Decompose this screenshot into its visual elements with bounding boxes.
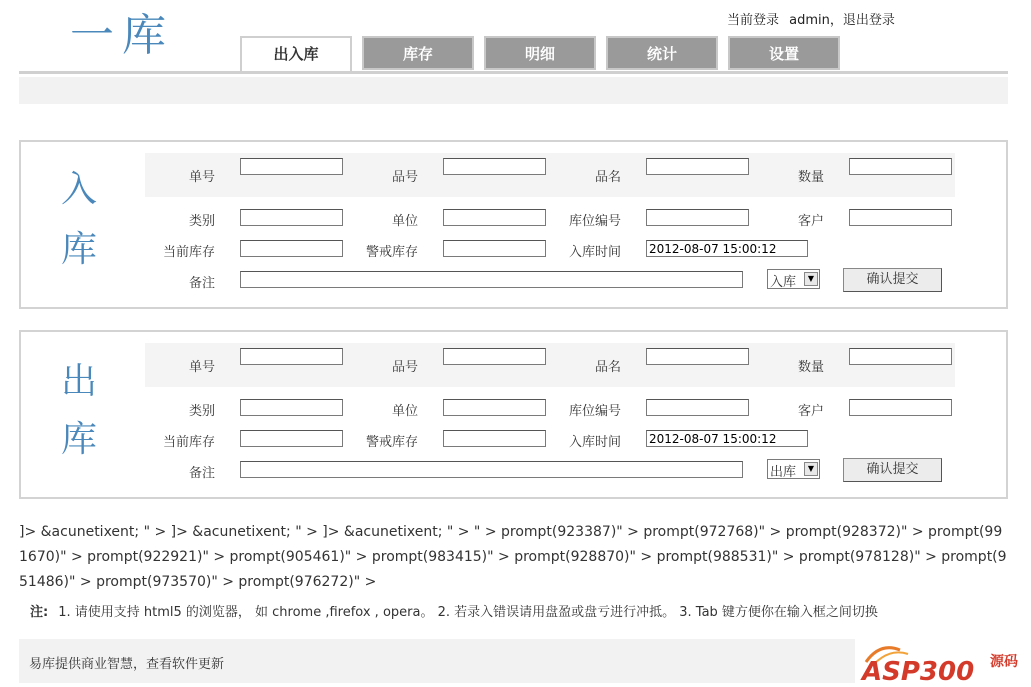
outbound-unit-input[interactable] (443, 399, 546, 416)
label-unit: 单位 (391, 214, 418, 229)
outbound-item-no-input[interactable] (443, 348, 546, 365)
nav-divider (19, 71, 1008, 74)
chevron-down-icon: ▼ (804, 272, 818, 286)
outbound-submit-button[interactable]: 确认提交 (843, 458, 942, 482)
inbound-item-no-input[interactable] (443, 158, 546, 175)
label-alert-stock: 警戒库存 (365, 245, 418, 260)
inbound-unit-input[interactable] (443, 209, 546, 226)
outbound-category-input[interactable] (240, 399, 343, 416)
outbound-time-input[interactable] (646, 430, 808, 447)
app-logo: 一库 (70, 10, 174, 61)
footer-bar (19, 639, 855, 683)
tab-stock[interactable]: 库存 (362, 36, 474, 70)
label-in-time: 入库时间 (568, 245, 621, 260)
tab-detail[interactable]: 明细 (484, 36, 596, 70)
chevron-down-icon: ▼ (804, 462, 818, 476)
inbound-type-select[interactable] (767, 269, 820, 289)
inbound-category-input[interactable] (240, 209, 343, 226)
outbound-customer-input[interactable] (849, 399, 952, 416)
outbound-panel (19, 330, 1008, 499)
outbound-quantity-input[interactable] (849, 348, 952, 365)
label-current-stock: 当前库存 (162, 245, 215, 260)
outbound-current-stock-input[interactable] (240, 430, 343, 447)
note-text: 1. 请使用支持 html5 的浏览器， 如 chrome ,firefox , opera。 2. 若录入错误请用盘盈或盘亏进行冲抵。 3. Tab 键方便你在输入框之间切换 (58, 605, 878, 620)
inbound-remark-input[interactable] (240, 271, 743, 288)
tab-statistics[interactable]: 统计 (606, 36, 718, 70)
inbound-time-input[interactable] (646, 240, 808, 257)
inbound-location-input[interactable] (646, 209, 749, 226)
label-customer: 客户 (797, 214, 824, 229)
inbound-order-no-input[interactable] (240, 158, 343, 175)
label-item-no: 品号 (391, 360, 418, 375)
brand-main-text: ASP300 (862, 657, 975, 683)
inbound-submit-button[interactable]: 确认提交 (843, 268, 942, 292)
brand-sub-text: 源码 (990, 654, 1018, 670)
inbound-item-name-input[interactable] (646, 158, 749, 175)
label-item-no: 品号 (391, 170, 418, 185)
outbound-alert-stock-input[interactable] (443, 430, 546, 447)
outbound-title-2: 库 (61, 419, 98, 460)
outbound-title-1: 出 (61, 361, 98, 402)
inbound-current-stock-input[interactable] (240, 240, 343, 257)
label-location: 库位编号 (568, 214, 621, 229)
debug-output-text: ]> &acunetixent; " > ]> &acunetixent; " > ]> &acunetixent; " > " > prompt(923387)" > prompt(972768)" > prompt(928372)" > prompt(991670)" > prompt(922921)" > prompt(905461)" > prompt(983415)" > prompt(928870)" > prompt(988531)" > prompt(978128)" > prompt(951486)" > prompt(973570)" > prompt(976272)" > (19, 524, 1007, 590)
brand-logo-icon (860, 640, 1028, 683)
inbound-quantity-input[interactable] (849, 158, 952, 175)
usage-note (30, 601, 1020, 620)
footer-update-link[interactable]: 易库提供商业智慧，查看软件更新 (29, 657, 225, 672)
login-prefix: 当前登录 (727, 13, 780, 28)
label-quantity: 数量 (797, 360, 824, 375)
outbound-type-select[interactable] (767, 459, 820, 479)
outbound-order-no-input[interactable] (240, 348, 343, 365)
login-status (727, 9, 895, 28)
tab-inout[interactable]: 出入库 (240, 36, 352, 72)
outbound-location-input[interactable] (646, 399, 749, 416)
label-item-name: 品名 (594, 170, 621, 185)
inbound-type-value: 入库 (770, 275, 797, 290)
label-remark: 备注 (188, 276, 215, 291)
logout-link[interactable]: 退出登录 (842, 13, 895, 28)
current-user: admin (789, 13, 830, 28)
label-item-name: 品名 (594, 360, 621, 375)
main-tabs (240, 36, 850, 72)
outbound-type-value: 出库 (770, 465, 797, 480)
inbound-alert-stock-input[interactable] (443, 240, 546, 257)
label-in-time: 入库时间 (568, 435, 621, 450)
label-remark: 备注 (188, 466, 215, 481)
label-category: 类别 (188, 404, 215, 419)
inbound-customer-input[interactable] (849, 209, 952, 226)
brand-watermark (860, 640, 1028, 683)
outbound-remark-input[interactable] (240, 461, 743, 478)
inbound-title-1: 入 (61, 169, 98, 210)
label-current-stock: 当前库存 (162, 435, 215, 450)
label-category: 类别 (188, 214, 215, 229)
label-order-no: 单号 (188, 360, 215, 375)
inbound-title-2: 库 (61, 229, 98, 270)
tab-settings[interactable]: 设置 (728, 36, 840, 70)
inbound-panel (19, 140, 1008, 309)
label-location: 库位编号 (568, 404, 621, 419)
login-separator: ， (829, 13, 843, 28)
label-alert-stock: 警戒库存 (365, 435, 418, 450)
label-customer: 客户 (797, 404, 824, 419)
outbound-item-name-input[interactable] (646, 348, 749, 365)
sub-toolbar (19, 77, 1008, 104)
label-quantity: 数量 (797, 170, 824, 185)
note-label: 注: (30, 605, 49, 620)
label-unit: 单位 (391, 404, 418, 419)
label-order-no: 单号 (188, 170, 215, 185)
